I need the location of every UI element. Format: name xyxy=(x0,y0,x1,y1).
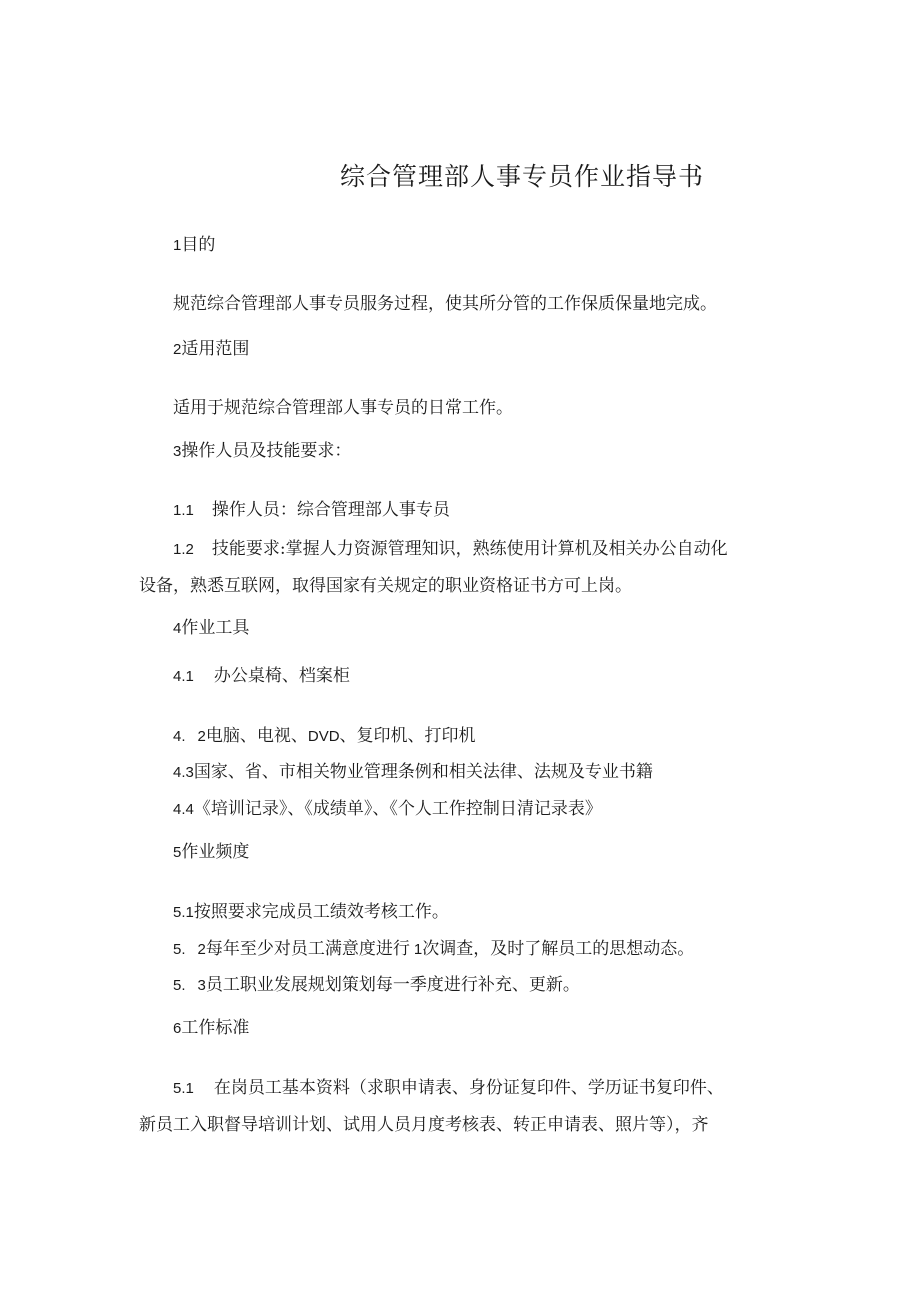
item-4-4 xyxy=(173,801,602,818)
item-number: 5. xyxy=(173,977,186,994)
section-heading-text: 目的 xyxy=(181,235,216,255)
section-2-heading xyxy=(173,341,249,358)
item-text-dvd: DVD xyxy=(307,728,340,745)
item-text: 《培训记录》、《成绩单》、《个人工作控制日清记录表》 xyxy=(193,799,602,819)
section-heading-text: 工作标准 xyxy=(181,1018,250,1038)
item-text: 、复印机、打印机 xyxy=(339,726,476,746)
document-title: 综合管理部人事专员作业指导书 xyxy=(340,162,705,191)
section-2-body: 适用于规范综合管理部人事专员的日常工作。 xyxy=(173,398,513,418)
section-heading-text: 作业工具 xyxy=(181,618,250,638)
item-1-2-continued: 设备，熟悉互联网，取得国家有关规定的职业资格证书方可上岗。 xyxy=(139,576,632,596)
section-6-heading xyxy=(173,1020,249,1037)
item-text: 国家、省、市相关物业管理条例和相关法律、法规及专业书籍 xyxy=(193,762,653,782)
item-6-1-continued: 新员工入职督导培训计划、试用人员月度考核表、转正申请表、照片等），齐 xyxy=(139,1115,709,1135)
item-number: 1.2 xyxy=(173,541,194,558)
item-number: 4.1 xyxy=(173,668,194,685)
section-4-heading xyxy=(173,620,249,637)
item-4-3 xyxy=(173,764,653,781)
item-number: 1.1 xyxy=(173,502,194,519)
item-5-1 xyxy=(173,904,449,921)
section-1-body: 规范综合管理部人事专员服务过程，使其所分管的工作保质保量地完成。 xyxy=(173,294,717,314)
item-1-2 xyxy=(173,541,728,558)
section-1-heading xyxy=(173,237,215,254)
item-number: 5.1 xyxy=(173,904,194,921)
item-number: 4.4 xyxy=(173,801,194,818)
item-number-part: 2 xyxy=(197,941,206,958)
section-number: 2 xyxy=(173,341,182,358)
item-text: 操作人员：综合管理部人事专员 xyxy=(211,500,450,520)
section-heading-text: 操作人员及技能要求： xyxy=(181,441,352,461)
item-4-2 xyxy=(173,728,476,745)
item-text: 员工职业发展规划策划每一季度进行补充、更新。 xyxy=(205,975,580,995)
section-heading-text: 作业频度 xyxy=(181,842,250,862)
section-number: 4 xyxy=(173,620,182,637)
item-5-3 xyxy=(173,977,580,994)
item-text: 每年至少对员工满意度进行 xyxy=(205,939,410,959)
item-6-1 xyxy=(173,1080,724,1097)
item-number: 4. xyxy=(173,728,186,745)
item-number-part: 2 xyxy=(197,728,206,745)
item-text: 电脑、电视、 xyxy=(205,726,308,746)
item-text-number: 1 xyxy=(413,941,423,958)
section-number: 1 xyxy=(173,237,182,254)
section-heading-text: 适用范围 xyxy=(181,339,250,359)
item-1-1 xyxy=(173,502,450,519)
item-text: 按照要求完成员工绩效考核工作。 xyxy=(193,902,449,922)
item-number-part: 3 xyxy=(197,977,206,994)
item-number: 5.1 xyxy=(173,1080,194,1097)
section-number: 5 xyxy=(173,844,182,861)
item-text: 在岗员工基本资料（求职申请表、身份证复印件、学历证书复印件、 xyxy=(213,1078,724,1098)
item-text: 次调查，及时了解员工的思想动态。 xyxy=(422,939,695,959)
item-number: 5. xyxy=(173,941,186,958)
item-text: 办公桌椅、档案柜 xyxy=(213,666,350,686)
section-number: 6 xyxy=(173,1020,182,1037)
section-3-heading xyxy=(173,443,351,460)
item-text: 技能要求:掌握人力资源管理知识，熟练使用计算机及相关办公自动化 xyxy=(211,539,728,559)
item-number: 4.3 xyxy=(173,764,194,781)
section-5-heading xyxy=(173,844,249,861)
item-5-2 xyxy=(173,941,694,958)
section-number: 3 xyxy=(173,443,182,460)
item-4-1 xyxy=(173,668,350,685)
